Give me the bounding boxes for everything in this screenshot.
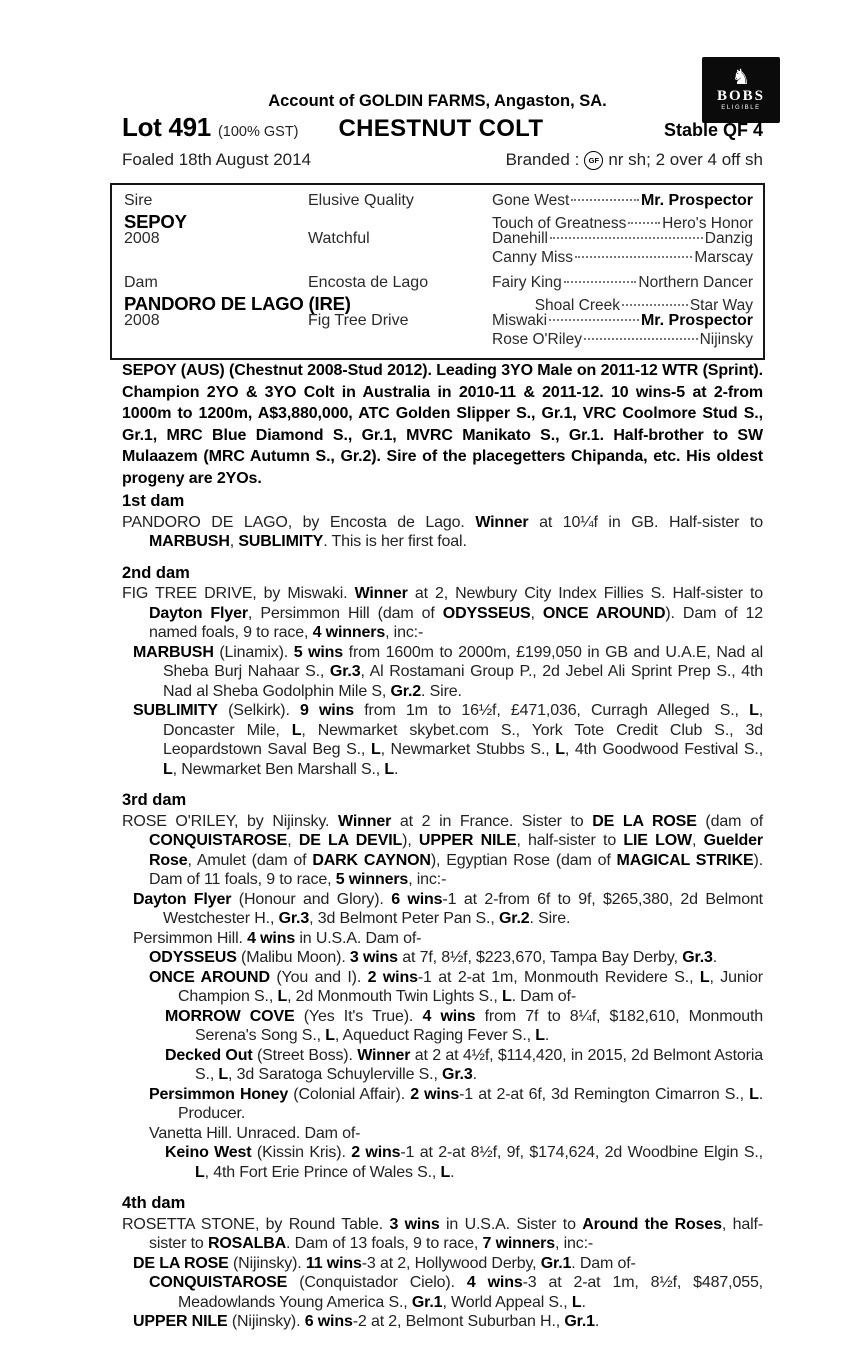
ancestor-name: Miswaki [492, 312, 548, 329]
dam-section [122, 1194, 763, 1332]
dam-heading: 4th dam [122, 1194, 186, 1212]
pedigree-paragraph: Persimmon Hill. 4 wins in U.S.A. Dam of- [133, 929, 422, 947]
sire-dam: Watchful [308, 230, 370, 247]
pedigree-paragraph: ROSE O'RILEY, by Nijinsky. Winner at 2 in France. Sister to DE LA ROSE (dam of CONQUISTAROSE, DE LA DEVIL), UPPER NILE, half-sister to LIE LOW, Guelder Rose, Amulet (dam of DARK CAYNON), Egyptian Rose (dam of MAGICAL STRIKE). Dam of 11 foals, 9 to race, 5 winners, inc:- [122, 812, 764, 888]
ancestor-parent: Danzig [704, 230, 753, 247]
pedigree-row [112, 192, 763, 211]
ancestor-parent: Star Way [689, 297, 753, 314]
dam-sire: Encosta de Lago [308, 274, 429, 291]
pedigree-paragraph: UPPER NILE (Nijinsky). 6 wins-2 at 2, Belmont Suburban H., Gr.1. [133, 1313, 600, 1330]
pedigree-paragraph: MORROW COVE (Yes It's True). 4 wins from 7f to 8¼f, $182,610, Monmouth Serena's Song S., L, Aqueduct Raging Fever S., L. [165, 1007, 763, 1044]
ancestor-name: Danehill [492, 230, 549, 247]
foaled-line [122, 150, 763, 170]
dam-section [122, 492, 763, 552]
pedigree-paragraph: CONQUISTAROSE (Conquistador Cielo). 4 wins-3 at 2-at 1m, 8½f, $487,055, Meadowlands Young America S., Gr.1, World Appeal S., L. [149, 1274, 763, 1311]
lot-number: Lot 491 [122, 112, 211, 142]
dam-dam: Fig Tree Drive [308, 312, 409, 329]
vendor-account-line: Account of GOLDIN FARMS, Angaston, SA. [268, 92, 607, 110]
sire-sire: Elusive Quality [308, 192, 414, 209]
pedigree-row [112, 230, 763, 249]
logo-title: BOBS [716, 88, 766, 104]
pedigree-paragraph: Persimmon Honey (Colonial Affair). 2 wins-1 at 2-at 6f, 3d Remington Cimarron S., L. Producer. [149, 1085, 763, 1122]
logo-subtitle: ELIGIBLE [721, 105, 761, 111]
pedigree-paragraph: DE LA ROSE (Nijinsky). 11 wins-3 at 2, Hollywood Derby, Gr.1. Dam of- [133, 1254, 636, 1272]
dam-section [122, 791, 763, 1182]
pedigree-paragraph: FIG TREE DRIVE, by Miswaki. Winner at 2, Newbury City Index Fillies S. Half-sister to Dayton Flyer, Persimmon Hill (dam of ODYSSEUS, ONCE AROUND). Dam of 12 named foals, 9 to race, 4 winners, inc:- [122, 585, 764, 641]
sire-summary: SEPOY (AUS) (Chestnut 2008-Stud 2012). Leading 3YO Male on 2011-12 WTR (Sprint). Champion 2YO & 3YO Colt in Australia in 2010-11 & 2011-12. 10 wins-5 at 2-from 1000m to 1200m, A$3,880,000, ATC Golden Slipper S., Gr.1, VRC Coolmore Stud S., Gr.1, MRC Blue Diamond S., Gr.1, MVRC Manikato S., Gr.1. Half-brother to SW Mulaazem (MRC Autumn S., Gr.2). Sire of the placegetters Chipanda, etc. His oldest progeny are 2YOs. [122, 362, 763, 487]
ancestor-parent: Northern Dancer [638, 274, 753, 291]
ancestor-name: Touch of Greatness [492, 215, 627, 232]
dam-sections [122, 492, 763, 1332]
brand-mark-icon: GF [584, 151, 603, 170]
ancestor-pair [492, 192, 763, 210]
dam-section [122, 564, 763, 780]
ancestor-pair [492, 249, 763, 267]
ancestor-pair [492, 331, 763, 349]
ancestor-name: Canny Miss [492, 249, 573, 266]
ancestor-name: Rose O'Riley [492, 331, 582, 348]
stable-number: Stable QF 4 [663, 120, 763, 140]
dam-name: PANDORO DE LAGO (IRE) [124, 293, 351, 314]
pedigree-table [110, 183, 765, 360]
branded-info [506, 150, 763, 170]
pedigree-row [112, 312, 763, 331]
horse-icon: ♞ [731, 66, 751, 89]
dot-leader [564, 281, 637, 283]
pedigree-paragraph: PANDORO DE LAGO, by Encosta de Lago. Winner at 10¼f in GB. Half-sister to MARBUSH, SUBLIMITY. This is her first foal. [122, 513, 763, 550]
ancestor-parent: Mr. Prospector [640, 312, 753, 329]
branded-label: Branded : [505, 150, 580, 169]
ancestor-pair [492, 230, 763, 248]
ancestor-name: Shoal Creek [534, 297, 621, 314]
pedigree-paragraph: ODYSSEUS (Malibu Moon). 3 wins at 7f, 8½f, $223,670, Tampa Bay Derby, Gr.3. [149, 949, 718, 966]
dam-year: 2008 [124, 312, 160, 329]
pedigree-row [112, 293, 763, 312]
horse-description: CHESTNUT COLT [338, 115, 544, 142]
pedigree-paragraph: Vanetta Hill. Unraced. Dam of- [149, 1124, 361, 1142]
sire-year: 2008 [124, 230, 160, 247]
dot-leader [622, 304, 688, 306]
pedigree-paragraph: MARBUSH (Linamix). 5 wins from 1600m to 2000m, £199,050 in GB and U.A.E, Nad al Sheba Burj Nahaar S., Gr.3, Al Rostamani Group P., 2d Jebel Ali Sprint Prep S., 4th Nad al Sheba Godolphin Mile S, Gr.2. Sire. [133, 643, 763, 700]
pedigree-paragraph: ONCE AROUND (You and I). 2 wins-1 at 2-at 1m, Monmouth Revidere S., L, Junior Champion S., L, 2d Monmouth Twin Lights S., L. Dam of- [149, 968, 763, 1005]
pedigree-paragraph: Dayton Flyer (Honour and Glory). 6 wins-1 at 2-from 6f to 9f, $265,380, 2d Belmont Westchester H., Gr.3, 3d Belmont Peter Pan S., Gr.2. Sire. [133, 890, 763, 927]
pedigree-paragraph: ROSETTA STONE, by Round Table. 3 wins in U.S.A. Sister to Around the Roses, half-sister to ROSALBA. Dam of 13 foals, 9 to race, 7 winners, inc:- [122, 1215, 764, 1252]
dot-leader [550, 237, 703, 239]
dam-heading: 1st dam [122, 492, 185, 510]
dam-role-label: Dam [124, 274, 158, 291]
ancestor-parent: Hero's Honor [662, 215, 753, 232]
sire-role-label: Sire [124, 192, 153, 209]
ancestor-pair [492, 312, 763, 330]
dot-leader [575, 256, 692, 258]
dot-leader [549, 319, 639, 321]
pedigree-paragraph: Decked Out (Street Boss). Winner at 2 at 4½f, $114,420, in 2015, 2d Belmont Astoria S., L, 3d Saratoga Schuylerville S., Gr.3. [165, 1046, 763, 1083]
dot-leader [571, 199, 639, 201]
ancestor-parent: Nijinsky [699, 331, 753, 348]
ancestor-pair [492, 274, 763, 292]
dot-leader [584, 338, 698, 340]
ancestor-name: Fairy King [492, 274, 562, 291]
pedigree-row [112, 249, 763, 268]
dam-heading: 3rd dam [122, 791, 187, 809]
dam-heading: 2nd dam [122, 563, 190, 582]
branded-details: nr sh; 2 over 4 off sh [608, 150, 763, 169]
pedigree-paragraph: Keino West (Kissin Kris). 2 wins-1 at 2-at 8½f, 9f, $174,624, 2d Woodbine Elgin S., L, 4th Fort Erie Prince of Wales S., L. [165, 1144, 763, 1181]
pedigree-row [112, 211, 763, 230]
sire-name: SEPOY [124, 211, 187, 232]
dot-leader [628, 222, 660, 224]
ancestor-parent: Mr. Prospector [640, 192, 753, 209]
pedigree-row [112, 331, 763, 350]
ancestor-name: Gone West [492, 192, 570, 209]
lot-line [122, 112, 763, 143]
foaled-date: Foaled 18th August 2014 [122, 150, 312, 169]
page-content [110, 0, 765, 1356]
pedigree-row [112, 274, 763, 293]
pedigree-paragraph: SUBLIMITY (Selkirk). 9 wins from 1m to 16½f, £471,036, Curragh Alleged S., L, Doncaster Mile, L, Newmarket skybet.com S., York Tote Credit Club S., 3d Leopardstown Saval Beg S., L, Newmarket Stubbs S., L, 4th Goodwood Festival S., L, Newmarket Ben Marshall S., L. [133, 702, 763, 778]
ancestor-parent: Marscay [694, 249, 753, 266]
gst-note: (100% GST) [217, 124, 299, 140]
